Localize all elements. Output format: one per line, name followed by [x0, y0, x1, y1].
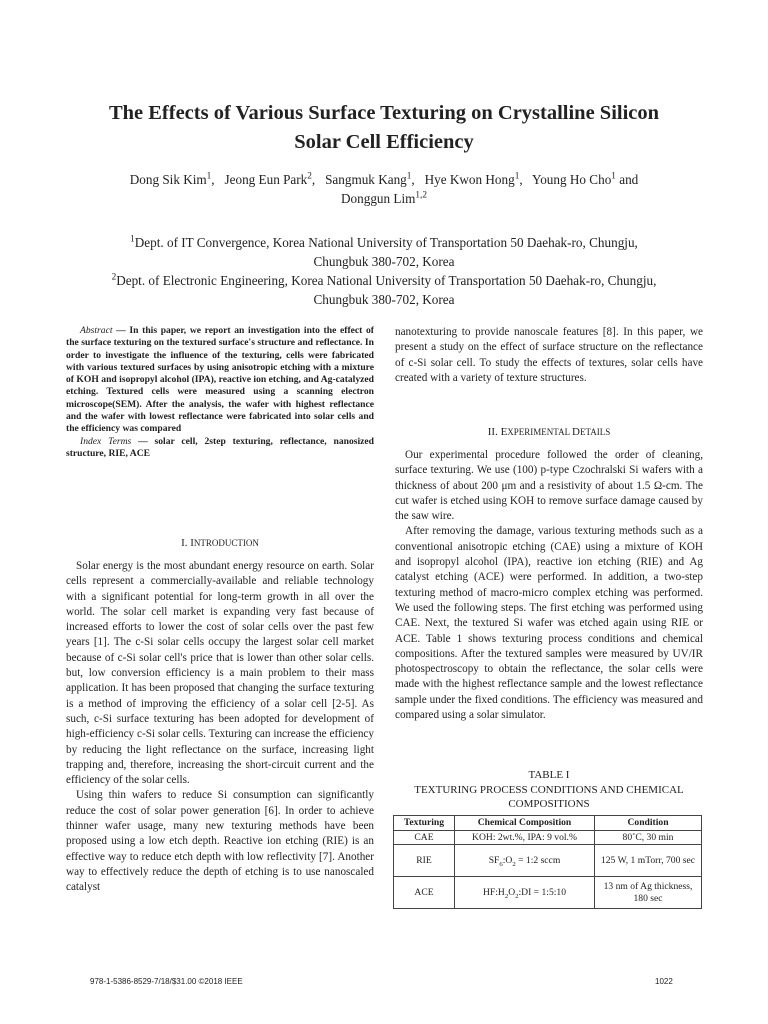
table-cell: ACE [394, 877, 455, 909]
table-caption [395, 768, 703, 812]
affiliations [40, 233, 728, 309]
table-cell: RIE [394, 845, 455, 877]
introduction-body [66, 559, 374, 896]
table-row [394, 877, 702, 909]
abstract [66, 325, 374, 460]
title-line-2: Solar Cell Efficiency [294, 131, 474, 153]
paragraph: Using thin wafers to reduce Si consumption can significantly reduce the cost of solar power generation [6]. In order to achieve thinner wafer usage, many new texturing methods have been proposed using a low etch depth. Reactive ion etching (RIE) is an effective way to reduce etch depth with low reflectivity [7]. Another way to effectively reduce the depth of etching is to use nanoscaled catalyst [66, 789, 374, 894]
paragraph: Solar energy is the most abundant energy resource on earth. Solar cells represent a commercially-available and reliable technology with a significant potential for long-term growth in all over the world. The solar cell market is expanding very fast because of increased efforts to lower the cost of solar cells over the past few years [1]. The c-Si solar cells occupy the largest solar cell market because of c-Si solar cell's price that is lower than other solar cells. but, low conversion efficiency is a main problem to their mass application. It has been proposed that changing the surface texturing is a method of improving the efficiency of a solar cell [2-5]. As such, c-Si surface texturing has been adopted for development of high-efficiency c-Si solar cells. Texturing can increase the efficiency by reducing the light reflectance on the surface, increasing light trapping and, therefore, increasing the short-circuit current and the efficiency of the solar cells. [66, 560, 374, 787]
abstract-label: Abstract [80, 325, 113, 336]
paper-title [40, 99, 728, 157]
table-cell: $SF_6:O_2$ = 1:2 sccm [455, 845, 595, 877]
affiliation: $^2$Dept. of Electronic Engineering, Korea National University of Transportation 50 Daehak-ro, Chungju, Chungbuk 380-702, Korea [111, 271, 657, 307]
footer-copyright: 978-1-5386-8529-7/18/$31.00 ©2018 IEEE [90, 977, 243, 986]
index-terms-label: Index Terms [80, 435, 132, 447]
table-row [394, 830, 702, 845]
author: Dong Sik Kim$^1$, [129, 170, 222, 187]
author: Jeong Eun Park$^2$, [224, 170, 322, 187]
table-header-row [394, 816, 702, 831]
author: Sangmuk Kang$^1$, [325, 170, 422, 187]
introduction-continued [395, 325, 703, 386]
table-header: Texturing [394, 816, 455, 831]
table-title: TEXTURING PROCESS CONDITIONS AND CHEMICAL COMPOSITIONS [414, 783, 684, 810]
table-cell: CAE [394, 830, 455, 845]
paragraph: After removing the damage, various texturing methods such as a conventional anisotropic etching (CAE) using a mixture of KOH and isopropyl alcohol (IPA), reactive ion etching (RIE) and Ag catalyst etching (ACE) were performed. In addition, a two-step texturing method of macro-micro complex etching was performed. We used the following steps. The first etching was performed using CAE. Next, the textured Si wafer was etched again using RIE or ACE. Table 1 shows texturing process conditions and chemical compositions. After the textured samples were measured by UV/IR photospectroscopy to obtain the reflectance, the solar cells were made with the highest reflectance sample and the lowest reflectance sample under the fixed conditions. The efficiency was measured and compared using a solar simulator. [395, 525, 703, 722]
table-header: Chemical Composition [455, 816, 595, 831]
abstract-text: — In this paper, we report an investigation into the effect of the surface texturing on the textured surface's structure and reflectance. In order to investigate the influence of the texturing, cells were fabricated with various textured surfaces by using anisotropic etching with a mixture of KOH and isopropyl alcohol (IPA), reactive ion etching, and Ag-catalyzed etching. Textured cells were measured using a scanning electron microscope(SEM). After the analysis, the wafer with highest reflectance and the wafer with lowest reflectance were fabricated into solar cells and the efficiency was compared [66, 325, 374, 435]
table-cell: KOH: 2wt.%, IPA: 9 vol.% [455, 830, 595, 845]
paragraph: nanotexturing to provide nanoscale features [8]. In this paper, we present a study on the effect of surface structure on the reflectance of c-Si solar cell. To study the effects of textures, solar cells have created with a variety of texture structures. [395, 326, 703, 384]
section-heading-experimental: II. EXPERIMENTAL DETAILS [487, 426, 611, 438]
title-line-1: The Effects of Various Surface Texturing on Crystalline Silicon [108, 102, 660, 124]
table-label: TABLE I [528, 769, 570, 781]
table-cell: 125 W, 1 mTorr, 700 sec [595, 845, 702, 877]
table-header: Condition [595, 816, 702, 831]
table-cell: 80˚C, 30 min [595, 830, 702, 845]
affiliation: $^1$Dept. of IT Convergence, Korea National University of Transportation 50 Daehak-ro, Chungju, Chungbuk 380-702, Korea [130, 233, 638, 269]
author: Donggun Lim$^{1,2}$ [341, 189, 427, 206]
table-cell: $HF:H_2O_2:DI$ = 1:5:10 [455, 877, 595, 909]
paragraph: Our experimental procedure followed the order of cleaning, surface texturing. We use (100) p-type Czochralski Si wafers with a thickness of about 200 μm and a resistivity of about 1.5 Ω-cm. The cut wafer is etched using KOH to remove surface damage caused by the saw wire. [395, 449, 703, 523]
table-row [394, 845, 702, 877]
index-terms-text: — solar cell, 2step texturing, reflectance, nanosized structure, RIE, ACE [66, 435, 374, 459]
section-heading-introduction: I. INTRODUCTION [181, 537, 259, 549]
author: Young Ho Cho$^1$ and [532, 170, 639, 187]
experimental-body [395, 448, 703, 723]
author-list [60, 170, 708, 208]
page-number: 1022 [655, 977, 673, 986]
table-cell: 13 nm of Ag thickness, 180 sec [595, 877, 702, 909]
texturing-table [393, 815, 702, 909]
author: Hye Kwon Hong$^1$, [424, 170, 530, 187]
